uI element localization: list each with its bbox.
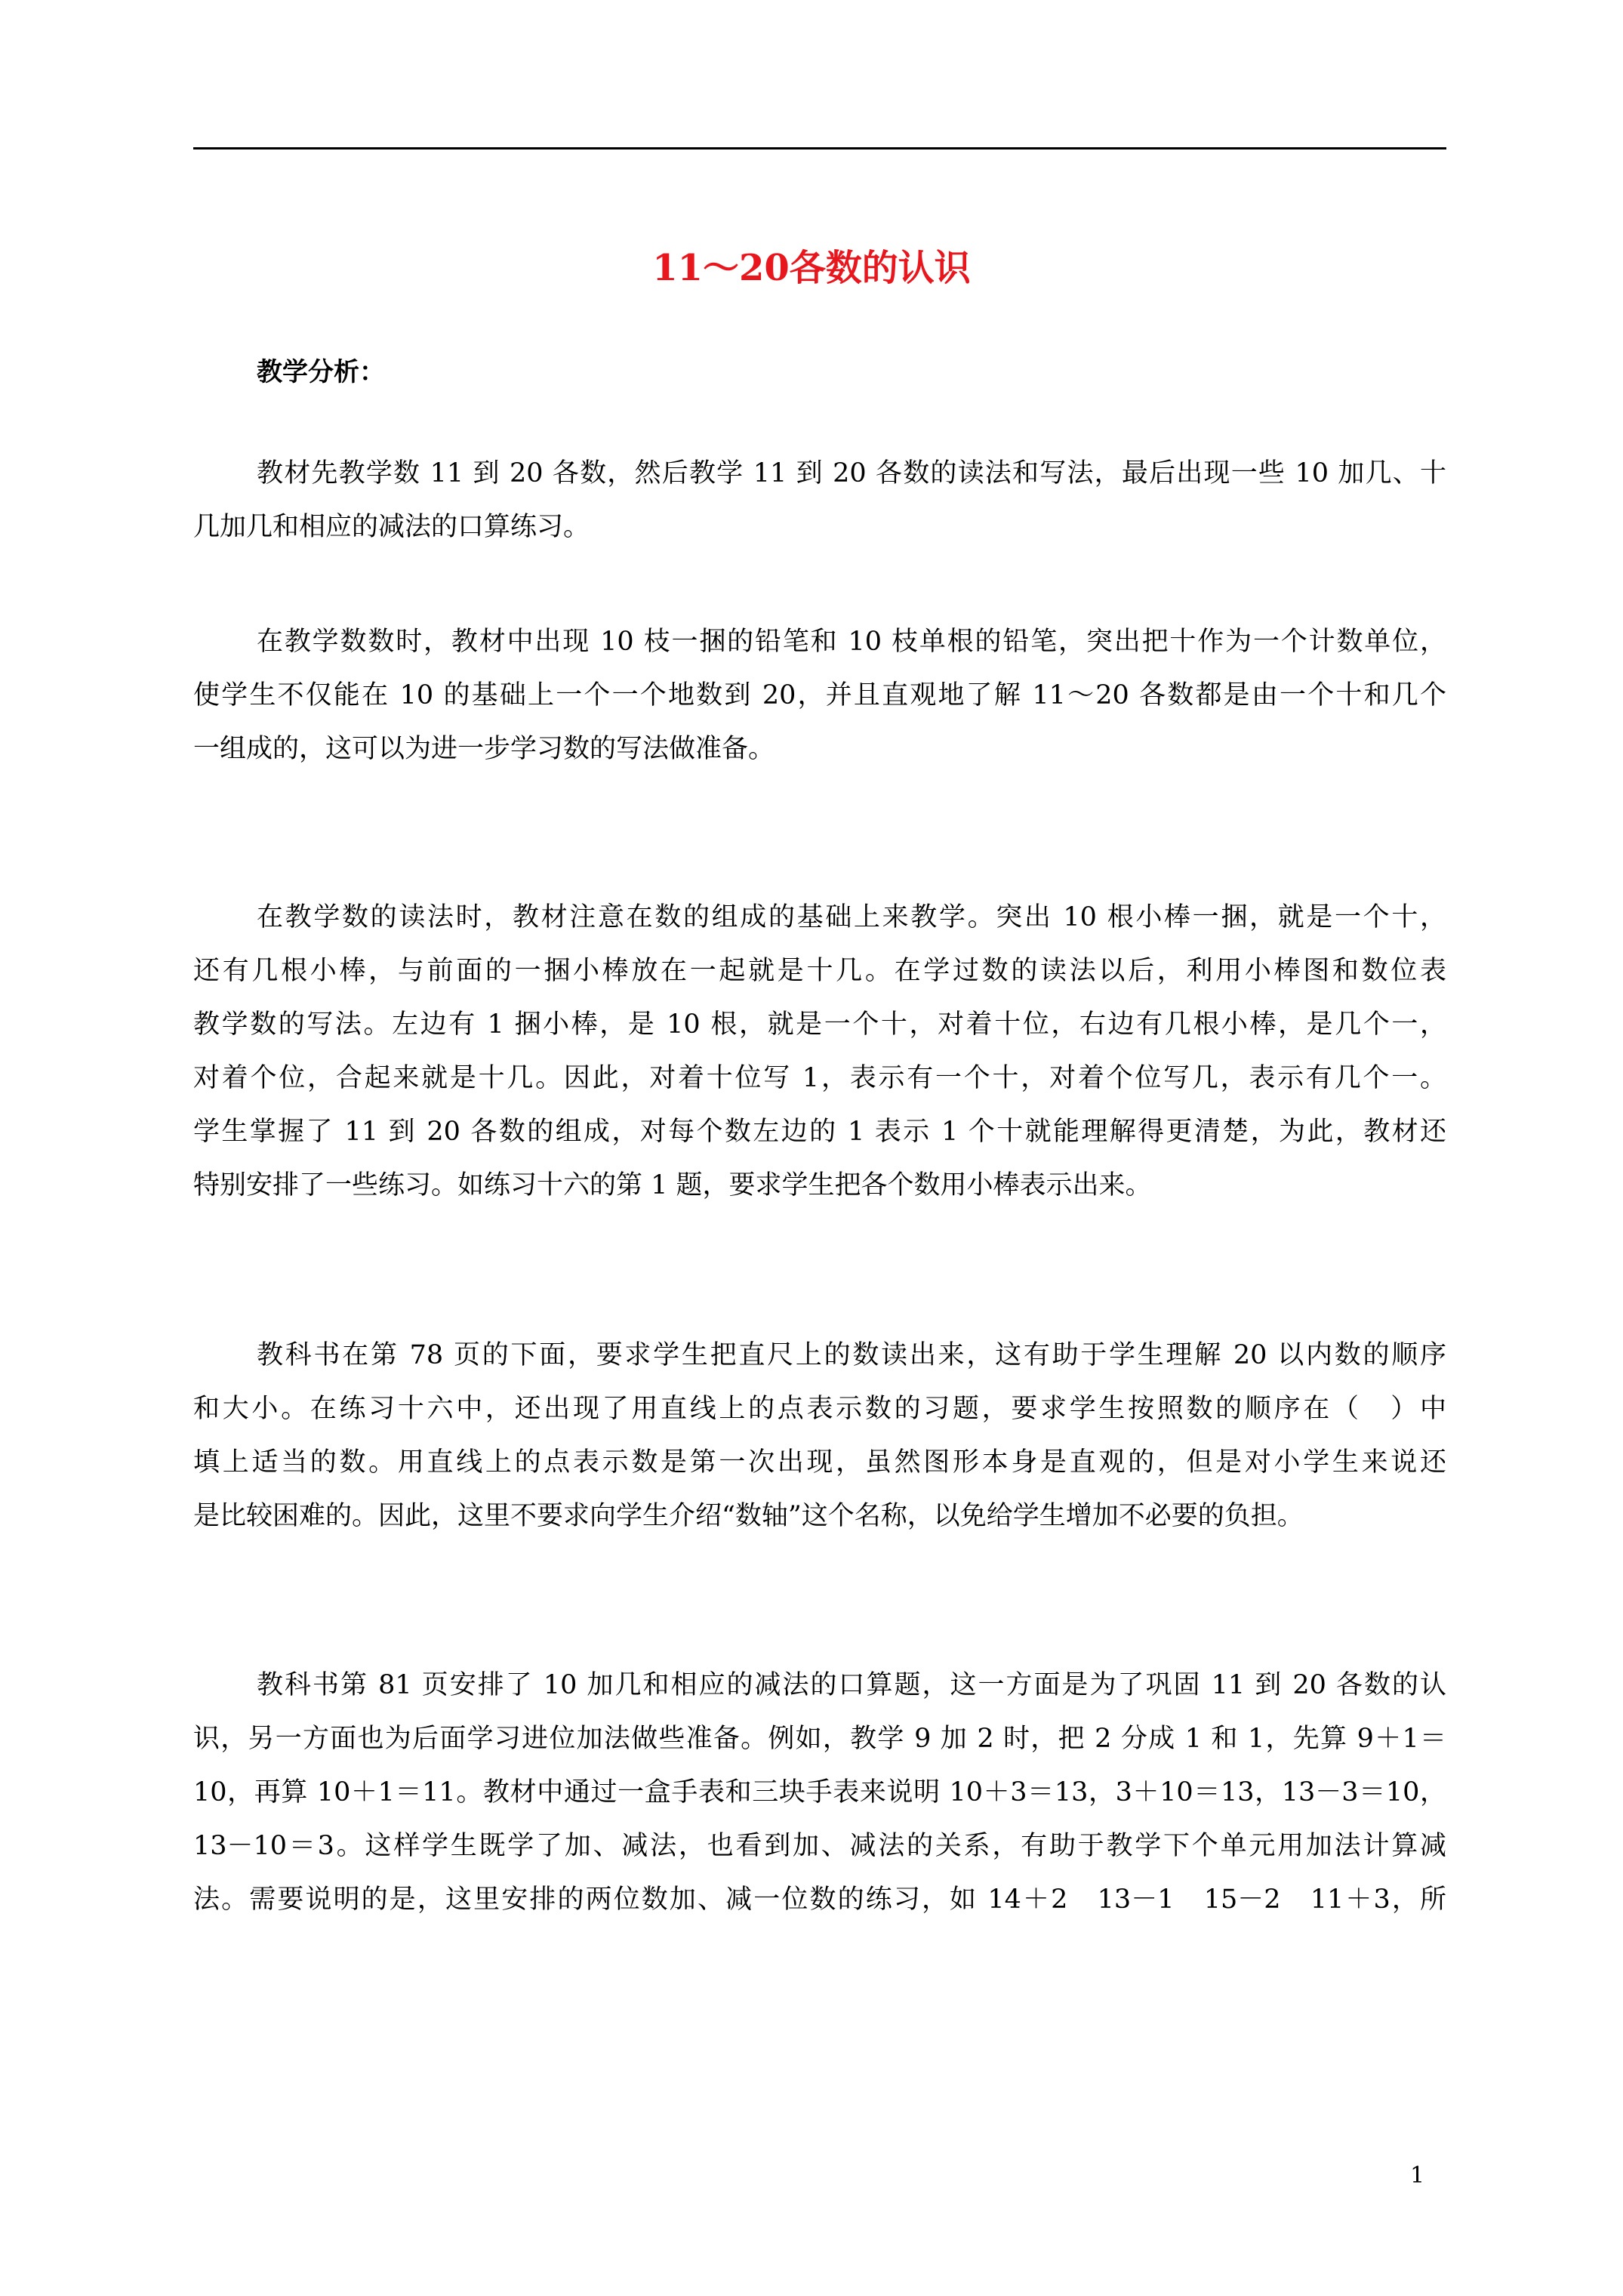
paragraph-2 (193, 615, 1446, 776)
text-line: 教材先教学数 11 到 20 各数，然后教学 11 到 20 各数的读法和写法，最后出现一些 10 加几、十 (257, 458, 1446, 488)
text-line: 还有几根小棒，与前面的一捆小棒放在一起就是十几。在学过数的读法以后，利用小棒图和数位表 (193, 956, 1446, 986)
page-number: 1 (1410, 2162, 1425, 2189)
text-line: 和大小。在练习十六中，还出现了用直线上的点表示数的习题，要求学生按照数的顺序在（ ）中 (193, 1394, 1446, 1424)
text-line: 特别安排了一些练习。如练习十六的第 1 题，要求学生把各个数用小棒表示出来。 (193, 1170, 1152, 1200)
document-title: 11～20各数的认识 (652, 247, 971, 289)
text-line: 填上适当的数。用直线上的点表示数是第一次出现，虽然图形本身是直观的，但是对小学生来说还 (193, 1447, 1446, 1478)
text-line: 教科书第 81 页安排了 10 加几和相应的减法的口算题，这一方面是为了巩固 11 到 20 各数的认 (257, 1670, 1446, 1700)
text-line: 识，另一方面也为后面学习进位加法做些准备。例如，教学 9 加 2 时，把 2 分成 1 和 1，先算 9＋1＝ (193, 1724, 1446, 1754)
text-line: 使学生不仅能在 10 的基础上一个一个地数到 20，并且直观地了解 11～20 各数都是由一个十和几个 (193, 680, 1446, 710)
paragraph-3 (193, 891, 1446, 1213)
paragraph-5 (193, 1659, 1446, 1927)
text-line: 是比较困难的。因此，这里不要求向学生介绍“数轴”这个名称，以免给学生增加不必要的负担。 (193, 1501, 1304, 1531)
header-rule (193, 147, 1446, 149)
text-line: 在教学数数时，教材中出现 10 枝一捆的铅笔和 10 枝单根的铅笔，突出把十作为一个计数单位， (257, 627, 1446, 657)
text-line: 对着个位，合起来就是十几。因此，对着十位写 1，表示有一个十，对着个位写几，表示有几个一。 (193, 1063, 1446, 1093)
section-label: 教学分析： (257, 357, 385, 387)
text-line: 教学数的写法。左边有 1 捆小棒，是 10 根，就是一个十，对着十位，右边有几根小棒，是几个一， (193, 1009, 1446, 1040)
text-line: 在教学数的读法时，教材注意在数的组成的基础上来教学。突出 10 根小棒一捆，就是一个十， (257, 902, 1446, 932)
text-line: 教科书在第 78 页的下面，要求学生把直尺上的数读出来，这有助于学生理解 20 以内数的顺序 (257, 1340, 1446, 1370)
text-line: 法。需要说明的是，这里安排的两位数加、减一位数的练习，如 14＋2 13－1 15－2 11＋3，所 (193, 1885, 1446, 1915)
text-line: 一组成的，这可以为进一步学习数的写法做准备。 (193, 734, 775, 764)
text-line: 几加几和相应的减法的口算练习。 (193, 512, 590, 542)
paragraph-1 (193, 447, 1446, 554)
paragraph-4 (193, 1329, 1446, 1543)
text-line: 13－10＝3。这样学生既学了加、减法，也看到加、减法的关系，有助于教学下个单元用加法计算减 (193, 1831, 1446, 1861)
text-line: 10，再算 10＋1＝11。教材中通过一盒手表和三块手表来说明 10＋3＝13，3＋10＝13，13－3＝10， (193, 1777, 1446, 1808)
text-line: 学生掌握了 11 到 20 各数的组成，对每个数左边的 1 表示 1 个十就能理解得更清楚，为此，教材还 (193, 1117, 1446, 1147)
